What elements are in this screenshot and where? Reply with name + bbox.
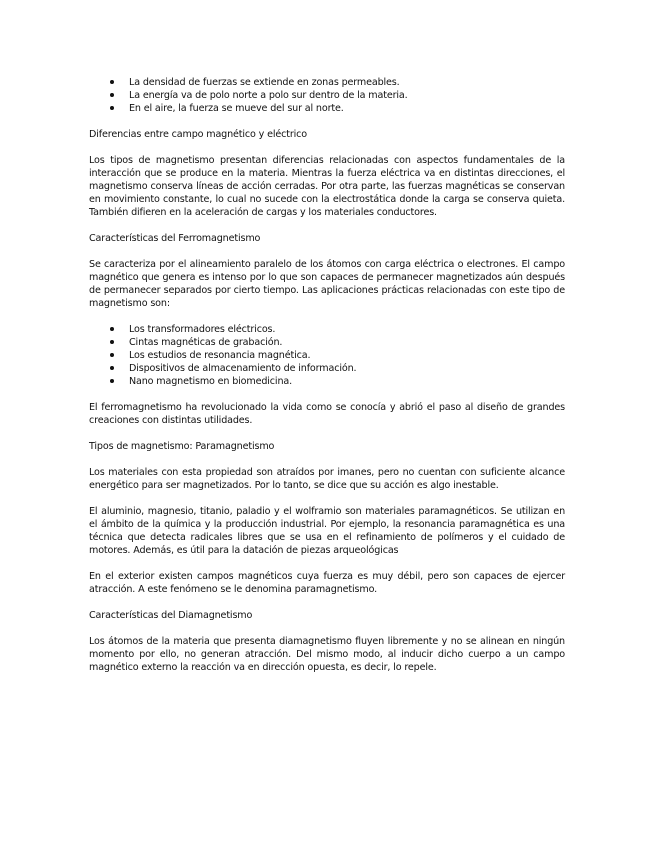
paragraph-paramagnetism: Los materiales con esta propiedad son atraídos por imanes, pero no cuentan con suficiente alcance energético para ser magnetizados. Por lo tanto, se dice que su acción es algo inestable. — [89, 467, 565, 491]
paragraph-differences: Los tipos de magnetismo presentan diferencias relacionadas con aspectos fundamentales de la interacción que se produce en la materia. Mientras la fuerza eléctrica va en distintas direcciones, el magnetismo conserva líneas de acción cerradas. Por otra parte, las fuerzas magnéticas se conservan en movimiento constante, lo cual no sucede con la electrostática donde la carga se conserva quieta. También difieren en la aceleración de cargas y los materiales conductores. — [89, 155, 565, 218]
paragraph-paramagnetism-definition: En el exterior existen campos magnéticos cuya fuerza es muy débil, pero son capaces de ejercer atracción. A este fenómeno se le denomina paramagnetismo. — [89, 571, 565, 595]
paragraph-ferromagnetism: Se caracteriza por el alineamiento paralelo de los átomos con carga eléctrica o electrones. El campo magnético que genera es intenso por lo que son capaces de permanecer magnetizados aún después de permanecer separados por cierto tiempo. Las aplicaciones prácticas relacionadas con este tipo de magnetismo son: — [89, 259, 565, 309]
document-page — [89, 76, 565, 674]
section-heading-differences: Diferencias entre campo magnético y eléctrico — [89, 129, 308, 140]
paragraph-diamagnetism: Los átomos de la materia que presenta diamagnetismo fluyen libremente y no se alinean en ningún momento por ello, no generan atracción. Del mismo modo, al inducir dicho cuerpo a un campo magnético externo la reacción va en dirección opuesta, es decir, lo repele. — [89, 636, 565, 673]
bullet-list-properties — [89, 76, 565, 115]
section-heading-diamagnetism: Características del Diamagnetismo — [89, 610, 253, 621]
list-item: Dispositivos de almacenamiento de información. — [89, 362, 565, 375]
bullet-list-applications — [89, 323, 565, 388]
section-heading-paramagnetism: Tipos de magnetismo: Paramagnetismo — [89, 441, 275, 452]
list-item: Nano magnetismo en biomedicina. — [89, 375, 565, 388]
list-item: La densidad de fuerzas se extiende en zonas permeables. — [89, 76, 565, 89]
paragraph-paramagnetic-materials: El aluminio, magnesio, titanio, paladio y el wolframio son materiales paramagnéticos. Se utilizan en el ámbito de la química y la producción industrial. Por ejemplo, la resonancia paramagnética es una técnica que detecta radicales libres que se usa en el refinamiento de polímeros y el cuidado de motores. Además, es útil para la datación de piezas arqueológicas — [89, 506, 565, 556]
list-item: En el aire, la fuerza se mueve del sur al norte. — [89, 102, 565, 115]
list-item: Los transformadores eléctricos. — [89, 323, 565, 336]
list-item: La energía va de polo norte a polo sur dentro de la materia. — [89, 89, 565, 102]
paragraph-ferromagnetism-impact: El ferromagnetismo ha revolucionado la vida como se conocía y abrió el paso al diseño de grandes creaciones con distintas utilidades. — [89, 402, 565, 426]
list-item: Cintas magnéticas de grabación. — [89, 336, 565, 349]
section-heading-ferromagnetism: Características del Ferromagnetismo — [89, 233, 261, 244]
list-item: Los estudios de resonancia magnética. — [89, 349, 565, 362]
